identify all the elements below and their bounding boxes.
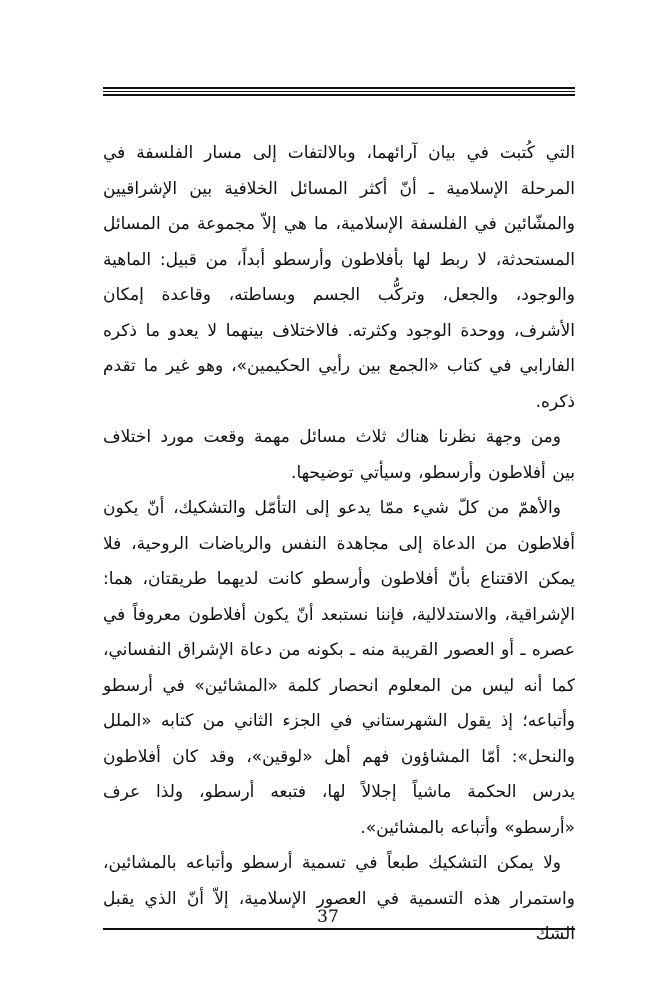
header-rule-line [103,94,575,96]
paragraph-most-important: والأهمّ من كلّ شيء ممّا يدعو إلى التأمّل والتشكيك، أنّ يكون أفلاطون من الدعاة إلى مجاهدة النفس والرياضات الروحية، فلا يمكن الاقتناع بأنّ أفلاطون وأرسطو كانت لديهما طريقتان، هما: الإشراقية، والاستدلالية، فإننا نستبعد أنّ يكون أفلاطون معروفاً في عصره ـ أو العصور القريبة منه ـ بكونه من دعاة الإشراق النفساني، كما أنه ليس من المعلوم انحصار كلمة «المشائين» في أرسطو وأتباعه؛ إذ يقول الشهرستاني في الجزء الثاني من كتابه «الملل والنحل»: أمّا المشاؤون فهم أهل «لوقين»، وقد كان أفلاطون يدرس الحكمة ماشياً إجلالاً لها، فتبعه أرسطو، ولذا عرف «أرسطو» وأتباعه بالمشائين». [103,498,575,838]
header-rule-line [103,91,575,92]
paragraph-peripatetics-naming: ولا يمكن التشكيك طبعاً في تسمية أرسطو وأتباعه بالمشائين، واستمرار هذه التسمية في العصور الإسلامية، إلاّ أنّ الذي يقبل الشك [103,853,575,944]
paragraph-three-issues: ومن وجهة نظرنا هناك ثلاث مسائل مهمة وقعت مورد اختلاف بين أفلاطون وأرسطو، وسيأتي توضيحها. [103,427,575,483]
header-rule [103,87,575,98]
header-rule-line [103,87,575,89]
page-number: 37 [317,907,339,927]
footer-rule [103,928,575,930]
paragraph-continuation: التي كُتبت في بيان آرائهما، وبالالتفات إلى مسار الفلسفة في المرحلة الإسلامية ـ أنّ أكثر المسائل الخلافية بين الإشراقيين والمشّائين في الفلسفة الإسلامية، ما هي إلاّ مجموعة من المسائل المستحدثة، لا ربط لها بأفلاطون وأرسطو أبداً، من قبيل: الماهية والوجود، والجعل، وتركُّب الجسم وبساطته، وقاعدة إمكان الأشرف، ووحدة الوجود وكثرته. فالاختلاف بينهما لا يعدو ما ذكره الفارابي في كتاب «الجمع بين رأيي الحكيمين»، وهو غير ما تقدم ذكره. [103,143,575,412]
body-text [103,136,575,953]
